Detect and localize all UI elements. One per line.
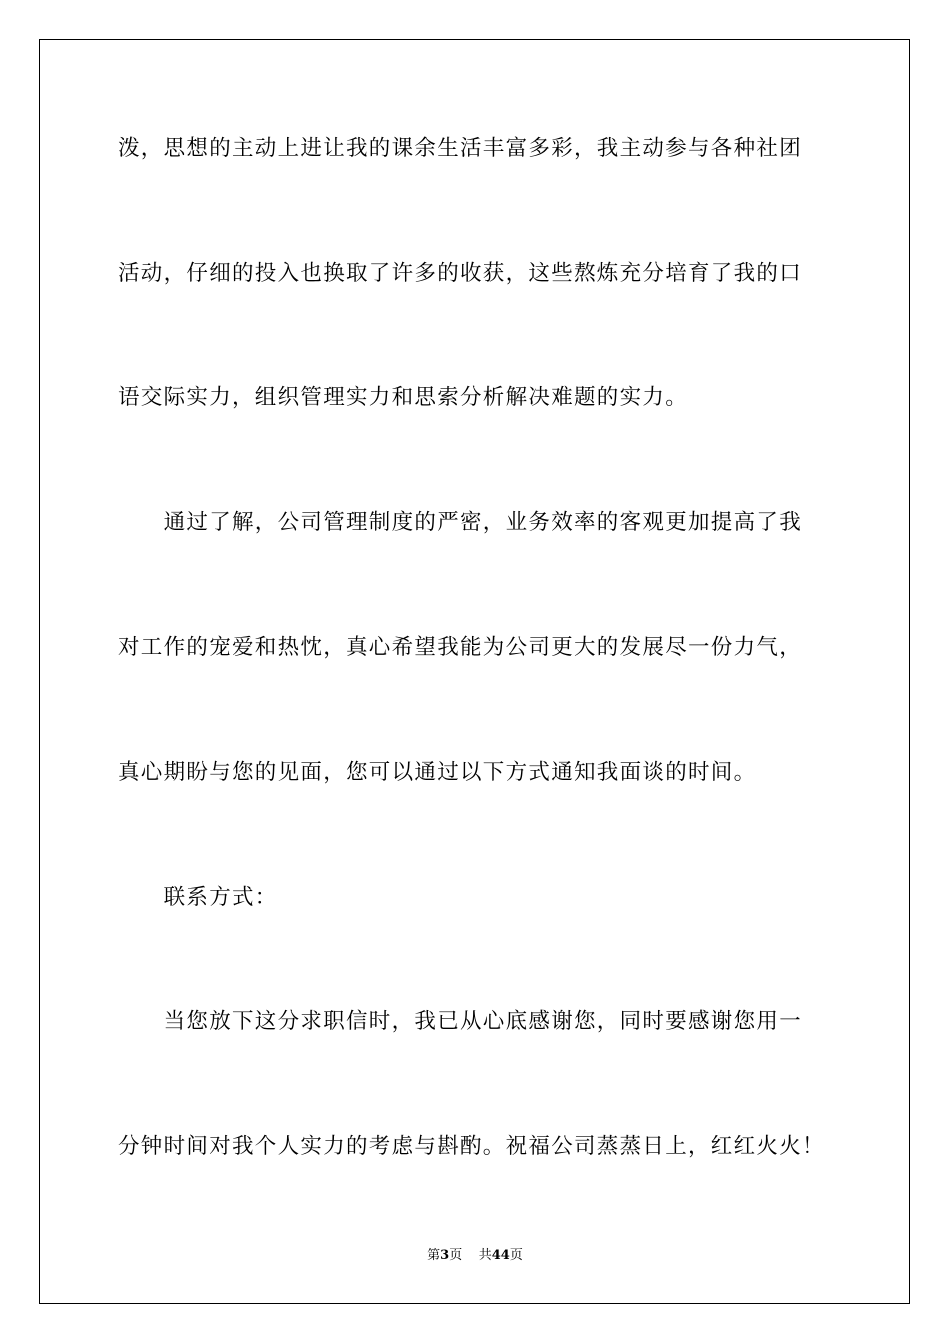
body-text-line-3: 语交际实力，组织管理实力和思索分析解决难题的实力。 — [118, 385, 689, 410]
footer-total-pages: 44 — [491, 1248, 510, 1263]
body-text-line-4: 通过了解，公司管理制度的严密，业务效率的客观更加提高了我 — [118, 510, 803, 535]
page-footer — [0, 1247, 950, 1265]
body-text-line-5: 对工作的宠爱和热忱，真心希望我能为公司更大的发展尽一份力气， — [118, 635, 803, 660]
body-text-line-9: 分钟时间对我个人实力的考虑与斟酌。祝福公司蒸蒸日上，红红火火！ — [118, 1134, 825, 1159]
body-text-line-6: 真心期盼与您的见面，您可以通过以下方式通知我面谈的时间。 — [118, 760, 757, 785]
footer-page-number: 3 — [440, 1248, 450, 1263]
footer-total-prefix: 共 — [478, 1248, 492, 1263]
body-text-line-7: 联系方式： — [118, 885, 278, 910]
footer-page-prefix: 第 — [427, 1248, 441, 1263]
body-text-line-8: 当您放下这分求职信时，我已从心底感谢您，同时要感谢您用一 — [118, 1009, 803, 1034]
page-border — [39, 39, 910, 1304]
footer-total-suffix: 页 — [509, 1248, 523, 1263]
body-text-line-1: 泼，思想的主动上进让我的课余生活丰富多彩，我主动参与各种社团 — [118, 136, 803, 161]
footer-page-suffix: 页 — [449, 1248, 463, 1263]
body-text-line-2: 活动，仔细的投入也换取了许多的收获，这些熬炼充分培育了我的口 — [118, 261, 803, 286]
